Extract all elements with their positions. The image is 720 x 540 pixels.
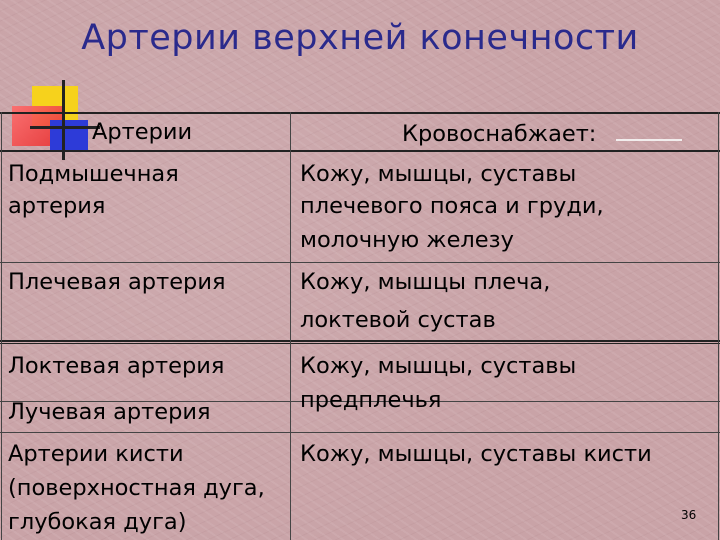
- row-divider: [0, 262, 720, 263]
- table-row-artery: Лучевая артерия: [8, 399, 211, 425]
- table-row-supplies: Кожу, мышцы, суставы: [300, 353, 577, 379]
- arteries-table: [0, 112, 720, 540]
- header-divider: [0, 150, 720, 152]
- row-divider-double: [0, 340, 720, 344]
- table-top-border: [0, 112, 720, 114]
- header-arteries: Артерии: [92, 119, 193, 145]
- header-supplies: Кровоснабжает:: [402, 121, 597, 147]
- table-row-supplies: молочную железу: [300, 227, 514, 253]
- table-row-supplies: плечевого пояса и груди,: [300, 193, 604, 219]
- table-row-artery: Артерии кисти: [8, 441, 184, 467]
- table-row-artery: глубокая дуга): [8, 509, 187, 535]
- table-row-supplies: Кожу, мышцы, суставы кисти: [300, 441, 652, 467]
- table-row-artery: Локтевая артерия: [8, 353, 225, 379]
- table-row-supplies: локтевой сустав: [300, 307, 496, 333]
- page-title: Артерии верхней конечности: [81, 18, 639, 58]
- table-row-artery: (поверхностная дуга,: [8, 475, 265, 501]
- table-left-border: [1, 112, 2, 540]
- table-row-supplies: предплечья: [300, 387, 442, 413]
- table-right-border: [718, 112, 719, 540]
- table-row-artery: артерия: [8, 193, 106, 219]
- table-row-artery: Подмышечная: [8, 161, 179, 187]
- table-row-artery: Плечевая артерия: [8, 269, 226, 295]
- table-row-supplies: Кожу, мышцы, суставы: [300, 161, 577, 187]
- page-number: 36: [681, 508, 697, 522]
- table-row-supplies: Кожу, мышцы плеча,: [300, 269, 551, 295]
- column-divider: [290, 112, 291, 540]
- header-underline: [616, 139, 682, 141]
- row-divider: [0, 432, 720, 433]
